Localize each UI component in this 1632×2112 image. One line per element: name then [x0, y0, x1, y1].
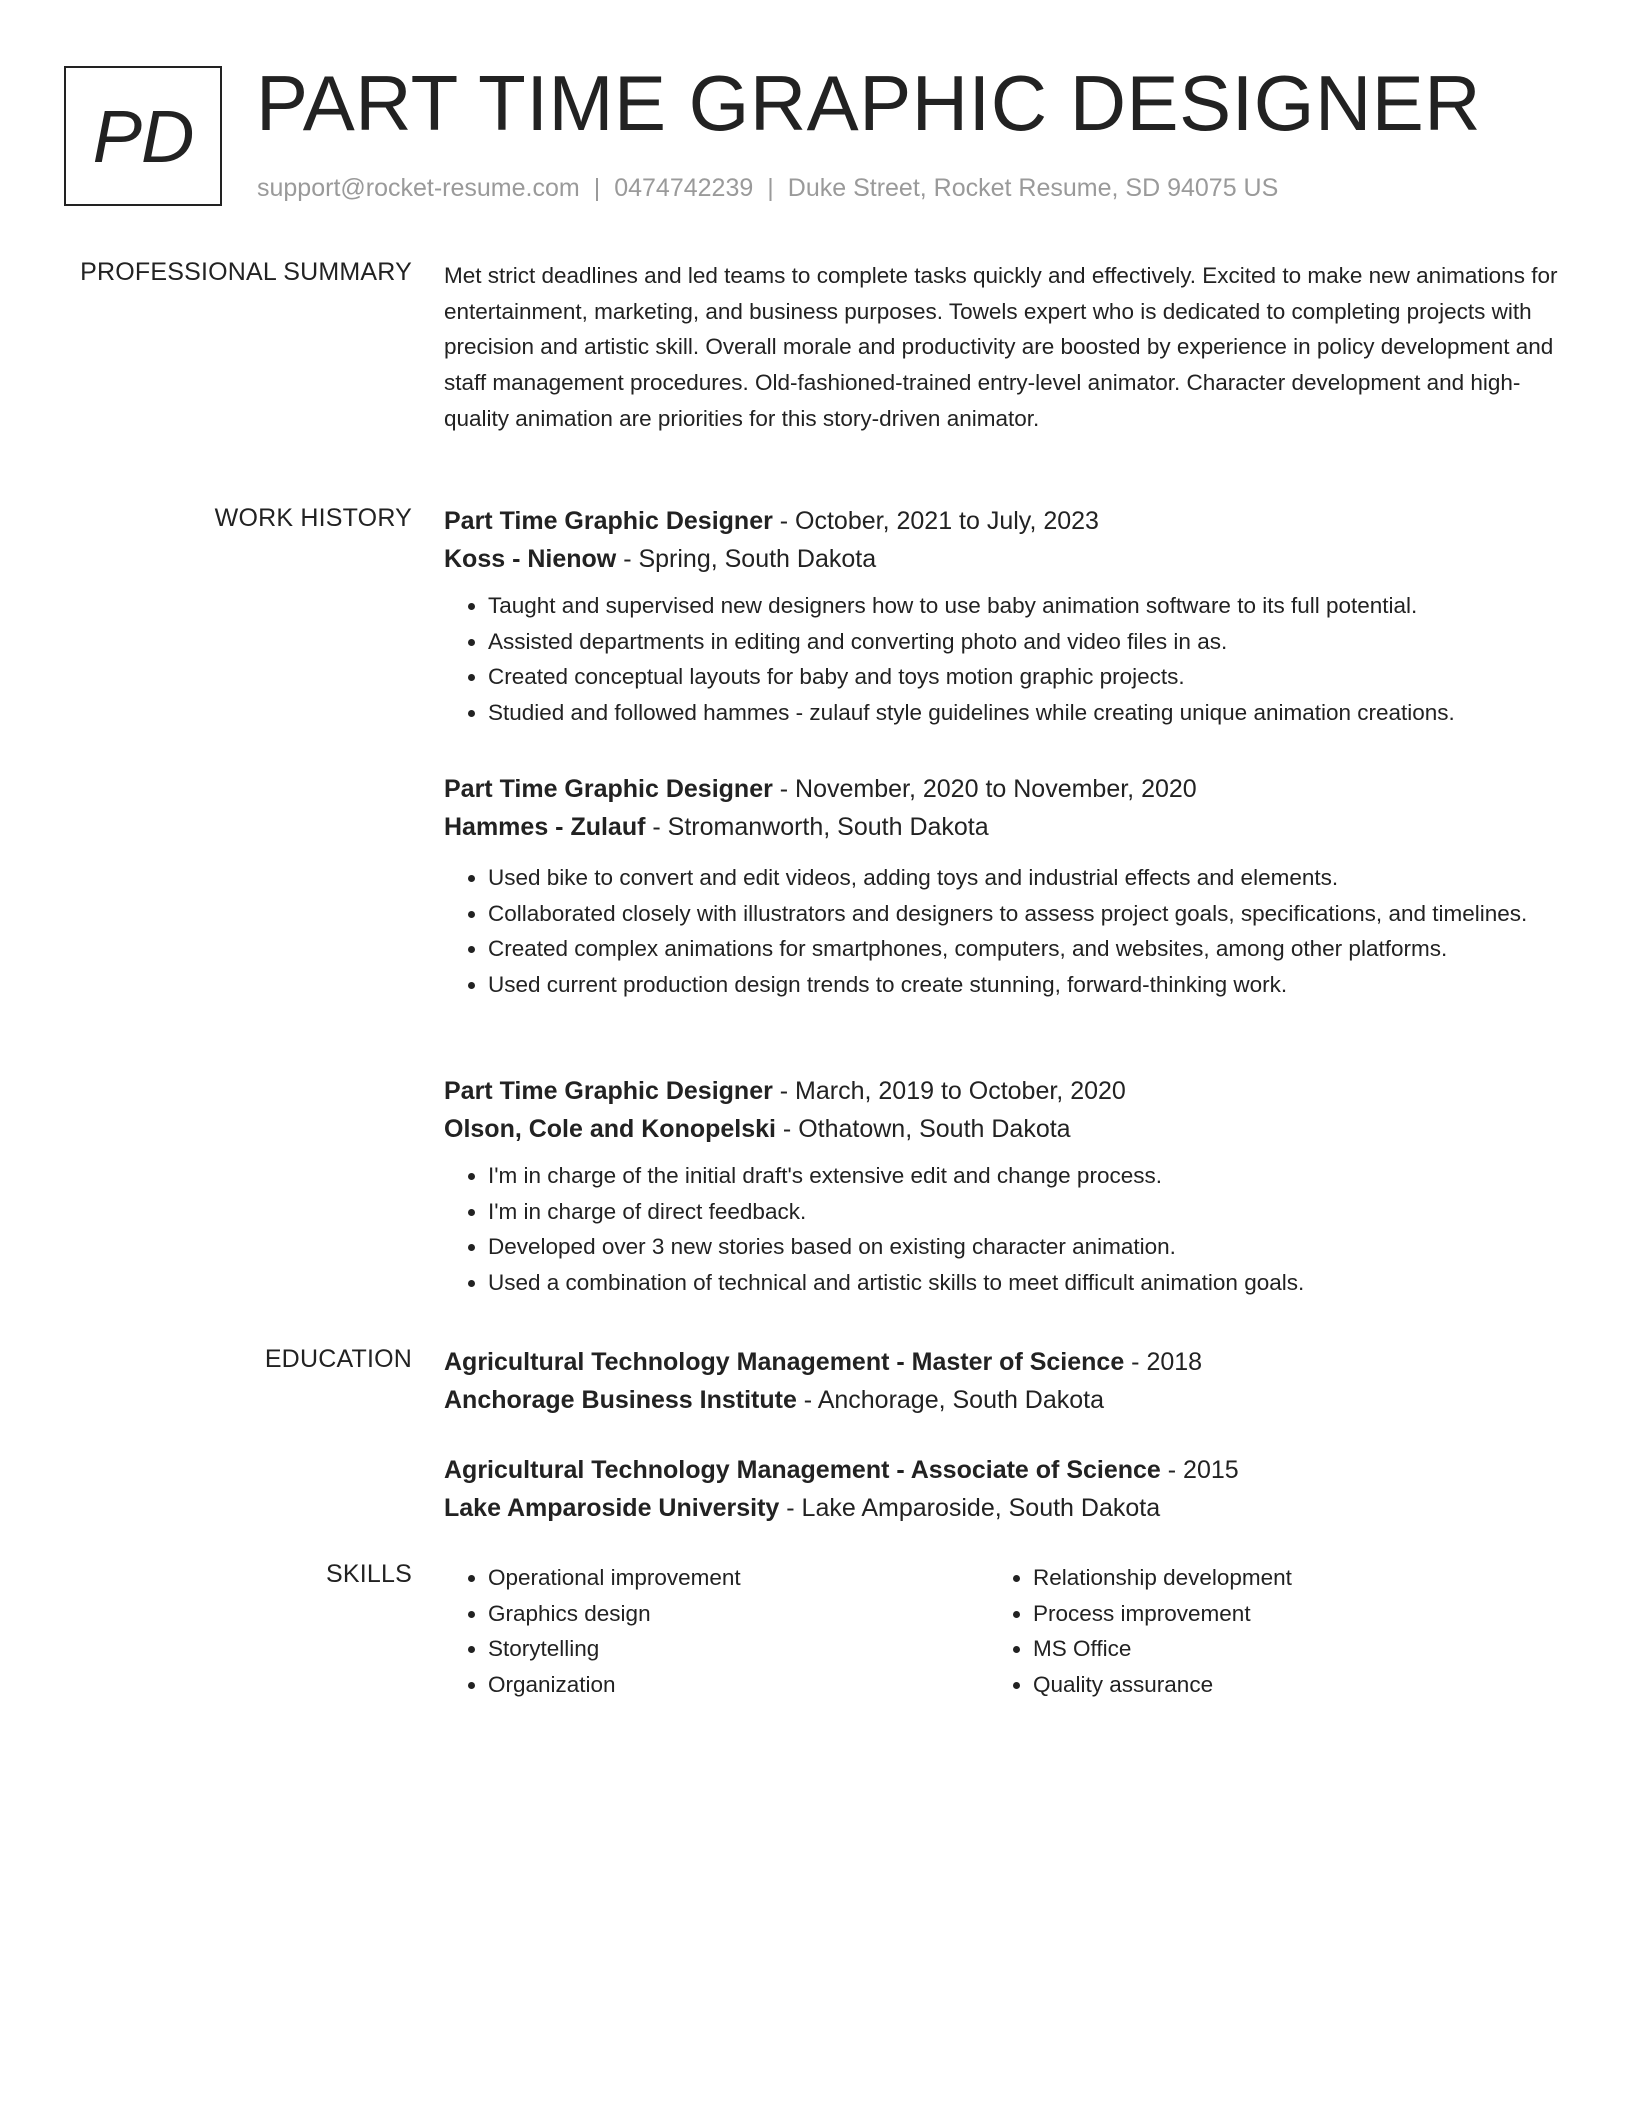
job-title-line: [444, 1072, 1570, 1110]
list-item: • Used a combination of technical and artistic skills to meet difficult animation goals.: [488, 1265, 1570, 1301]
skills-column-right: [989, 1560, 1292, 1703]
job-company: Koss - Nienow: [444, 545, 617, 573]
job-title-line: [444, 502, 1570, 540]
job-dates: - October, 2021 to July, 2023: [772, 507, 1099, 535]
job-location: - Othatown, South Dakota: [775, 1115, 1071, 1143]
education-degree-line: [444, 1343, 1570, 1381]
list-item: • I'm in charge of direct feedback.: [488, 1194, 1570, 1230]
job-location: - Spring, South Dakota: [616, 545, 877, 573]
skill-item: • Quality assurance: [1033, 1667, 1292, 1703]
education-school-line: [444, 1489, 1570, 1527]
education-degree: Agricultural Technology Management - Master of Science: [444, 1348, 1125, 1376]
job-bullets: [444, 588, 1570, 731]
contact-email: support@rocket-resume.com: [257, 174, 580, 202]
skills-column-left: [444, 1560, 741, 1703]
skill-item: • Operational improvement: [488, 1560, 741, 1596]
education-year: - 2018: [1124, 1348, 1203, 1376]
candidate-title: PART TIME GRAPHIC DESIGNER: [256, 59, 1482, 147]
list-item: • Created conceptual layouts for baby and toys motion graphic projects.: [488, 659, 1570, 695]
list-item: • I'm in charge of the initial draft's extensive edit and change process.: [488, 1158, 1570, 1194]
job-title: Part Time Graphic Designer: [444, 775, 773, 803]
education-school: Lake Amparoside University: [444, 1494, 780, 1522]
job-company-line: [444, 808, 1570, 846]
education-location: - Anchorage, South Dakota: [796, 1386, 1105, 1414]
education-location: - Lake Amparoside, South Dakota: [779, 1494, 1161, 1522]
job-entry: [444, 770, 1570, 1003]
list-item: • Assisted departments in editing and converting photo and video files in as.: [488, 624, 1570, 660]
skills-list: [444, 1560, 741, 1703]
list-item: • Developed over 3 new stories based on existing character animation.: [488, 1229, 1570, 1265]
job-company: Hammes - Zulauf: [444, 813, 646, 841]
education-year: - 2015: [1160, 1456, 1239, 1484]
section-label-education: EDUCATION: [264, 1345, 412, 1373]
contact-line: [257, 174, 1278, 203]
section-label-skills: SKILLS: [326, 1560, 412, 1588]
skills-list: [989, 1560, 1292, 1703]
skill-item: • Relationship development: [1033, 1560, 1292, 1596]
section-label-summary: PROFESSIONAL SUMMARY: [80, 258, 412, 286]
contact-separator: |: [593, 174, 601, 202]
skill-item: • Process improvement: [1033, 1596, 1292, 1632]
skill-item: • Organization: [488, 1667, 741, 1703]
skill-item: • MS Office: [1033, 1631, 1292, 1667]
education-school: Anchorage Business Institute: [444, 1386, 797, 1414]
summary-body: [444, 258, 1570, 437]
monogram-logo: PD: [64, 66, 222, 206]
list-item: • Used bike to convert and edit videos, adding toys and industrial effects and elements.: [488, 860, 1570, 896]
skill-item: • Graphics design: [488, 1596, 741, 1632]
job-company: Olson, Cole and Konopelski: [444, 1115, 776, 1143]
contact-phone: 0474742239: [614, 174, 754, 202]
summary-text: Met strict deadlines and led teams to complete tasks quickly and effectively. Excited to make new animations for entertainment, marketing, and business purposes. Towels expert who is dedicated to completing projects with precision and artistic skill. Overall morale and productivity are boosted by experience in policy development and staff management procedures. Old-fashioned-trained entry-level animator. Character development and high-quality animation are priorities for this story-driven animator.: [444, 263, 1558, 431]
job-company-line: [444, 1110, 1570, 1148]
job-entry: [444, 1072, 1570, 1301]
list-item: • Used current production design trends to create stunning, forward-thinking work.: [488, 967, 1570, 1003]
list-item: • Collaborated closely with illustrators and designers to assess project goals, specifications, and timelines.: [488, 896, 1570, 932]
job-bullets: [444, 860, 1570, 1003]
section-label-work-history: WORK HISTORY: [214, 504, 412, 532]
education-degree-line: [444, 1451, 1570, 1489]
job-title-line: [444, 770, 1570, 808]
list-item: • Taught and supervised new designers how to use baby animation software to its full potential.: [488, 588, 1570, 624]
education-entry: [444, 1451, 1570, 1527]
contact-address: Duke Street, Rocket Resume, SD 94075 US: [787, 174, 1279, 202]
job-dates: - March, 2019 to October, 2020: [772, 1077, 1126, 1105]
contact-separator: |: [767, 174, 774, 202]
education-school-line: [444, 1381, 1570, 1419]
list-item: • Created complex animations for smartphones, computers, and websites, among other platforms.: [488, 931, 1570, 967]
skill-item: • Storytelling: [488, 1631, 741, 1667]
job-title: Part Time Graphic Designer: [444, 507, 773, 535]
education-degree: Agricultural Technology Management - Associate of Science: [444, 1456, 1161, 1484]
job-title: Part Time Graphic Designer: [444, 1077, 773, 1105]
education-entry: [444, 1343, 1570, 1419]
job-dates: - November, 2020 to November, 2020: [772, 775, 1197, 803]
job-company-line: [444, 540, 1570, 578]
resume-header: [64, 59, 1572, 216]
job-bullets: [444, 1158, 1570, 1301]
list-item: • Studied and followed hammes - zulauf style guidelines while creating unique animation creations.: [488, 695, 1570, 731]
job-location: - Stromanworth, South Dakota: [645, 813, 989, 841]
job-entry: [444, 502, 1570, 731]
